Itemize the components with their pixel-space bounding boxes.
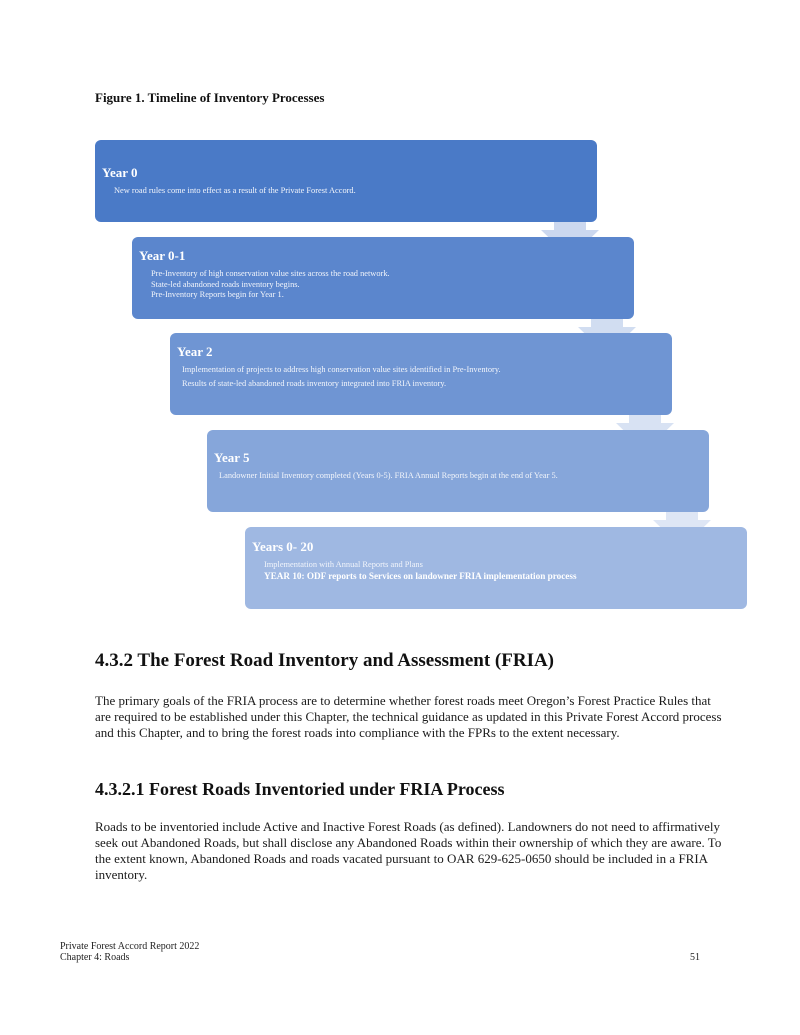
- timeline-step-year-0: [95, 140, 597, 222]
- footer-chapter: Chapter 4: Roads: [60, 952, 130, 963]
- step-label: Year 0-1: [139, 248, 186, 263]
- timeline-step-year-0-1: [132, 237, 634, 319]
- section-paragraph: The primary goals of the FRIA process are to determine whether forest roads meet Oregon’s Forest Practice Rules that are required to be established under this Chapter, the technical guidance as updated in this Private Forest Accord process and this Chapter, and to bring the forest roads into compliance with the FPRs to the extent necessary.: [95, 693, 722, 740]
- timeline-step-years-0-20: [245, 527, 747, 609]
- step-line: New road rules come into effect as a result of the Private Forest Accord.: [114, 186, 356, 195]
- step-line: Implementation with Annual Reports and Plans: [264, 560, 423, 569]
- subsection-heading: 4.3.2.1 Forest Roads Inventoried under FRIA Process: [95, 779, 505, 799]
- timeline-step-year-2: [170, 333, 672, 415]
- step-label: Years 0- 20: [252, 539, 314, 554]
- step-label: Year 2: [177, 344, 213, 359]
- page-number: 51: [690, 952, 700, 963]
- step-line: Pre-Inventory Reports begin for Year 1.: [151, 290, 284, 299]
- subsection-paragraph: Roads to be inventoried include Active and Inactive Forest Roads (as defined). Landowners do not need to affirmatively seek out Abandoned Roads, but shall disclose any Abandoned Roads within their ownership of which they are aware. To the extent known, Abandoned Roads and roads vacated pursuant to OAR 629-625-0650 should be included in a FRIA inventory.: [95, 819, 722, 882]
- figure-caption: Figure 1. Timeline of Inventory Processes: [95, 90, 325, 105]
- step-line-emphasis: YEAR 10: ODF reports to Services on landowner FRIA implementation process: [264, 570, 577, 581]
- step-label: Year 5: [214, 450, 250, 465]
- step-line: Pre-Inventory of high conservation value sites across the road network.: [151, 269, 390, 278]
- step-line: Landowner Initial Inventory completed (Years 0-5). FRIA Annual Reports begin at the end of Year 5.: [219, 471, 558, 480]
- page-footer: [60, 941, 199, 963]
- footer-report-title: Private Forest Accord Report 2022: [60, 941, 200, 952]
- step-line: Results of state-led abandoned roads inventory integrated into FRIA inventory.: [182, 378, 447, 388]
- step-line: Implementation of projects to address high conservation value sites identified in Pre-Inventory.: [182, 365, 501, 374]
- section-heading: 4.3.2 The Forest Road Inventory and Assessment (FRIA): [95, 650, 555, 671]
- step-label: Year 0: [102, 165, 138, 180]
- step-line: State-led abandoned roads inventory begins.: [151, 279, 300, 289]
- timeline-step-year-5: [207, 430, 709, 512]
